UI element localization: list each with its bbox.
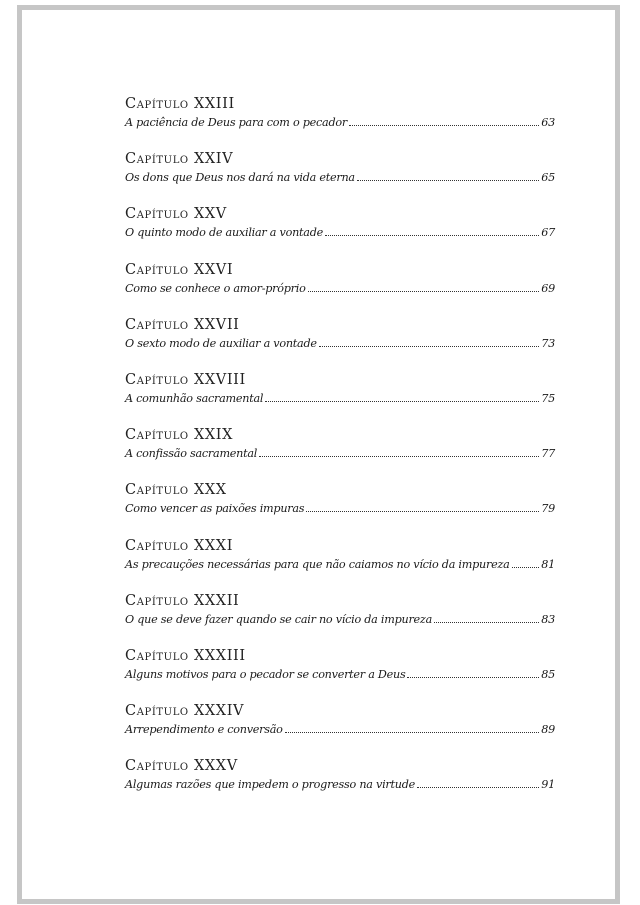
toc-line [125, 391, 555, 406]
toc-entry [125, 758, 555, 813]
table-of-contents [125, 96, 555, 813]
chapter-heading: Capítulo XXXIV [125, 703, 245, 720]
toc-entry [125, 317, 555, 372]
page-frame [17, 5, 620, 904]
chapter-heading: Capítulo XXIX [125, 427, 234, 444]
page-number: 91 [541, 778, 555, 792]
chapter-heading: Capítulo XXVIII [125, 371, 246, 388]
page-number: 75 [541, 391, 555, 405]
dot-leader [265, 401, 539, 402]
chapter-title: O quinto modo de auxiliar a vontade [125, 226, 323, 240]
toc-entry [125, 593, 555, 648]
chapter-title: Alguns motivos para o pecador se converter a Deus [125, 667, 406, 681]
toc-line [125, 281, 555, 296]
toc-line [125, 446, 555, 461]
chapter-title: As precauções necessárias para que não caiamos no vício da impureza [125, 557, 510, 571]
page-number: 69 [541, 281, 555, 295]
chapter-heading: Capítulo XXV [125, 206, 227, 223]
toc-line [125, 722, 555, 737]
dot-leader [319, 346, 540, 347]
dot-leader [434, 622, 539, 623]
chapter-heading: Capítulo XXX [125, 482, 227, 499]
toc-line [125, 557, 555, 572]
toc-line [125, 777, 555, 792]
chapter-title: Como se conhece o amor-próprio [125, 281, 306, 295]
toc-entry [125, 151, 555, 206]
dot-leader [285, 732, 540, 733]
chapter-title: O que se deve fazer quando se cair no vício da impureza [125, 612, 432, 626]
toc-line [125, 225, 555, 240]
toc-entry [125, 427, 555, 482]
page-number: 85 [541, 667, 555, 681]
dot-leader [308, 291, 540, 292]
toc-entry [125, 96, 555, 151]
chapter-title: Algumas razões que impedem o progresso na virtude [125, 778, 415, 792]
toc-entry [125, 648, 555, 703]
page-number: 73 [541, 336, 555, 350]
chapter-title: A comunhão sacramental [125, 391, 264, 405]
dot-leader [407, 677, 539, 678]
page-number: 81 [541, 557, 555, 571]
toc-entry [125, 262, 555, 317]
toc-entry [125, 372, 555, 427]
toc-line [125, 336, 555, 351]
chapter-heading: Capítulo XXXII [125, 592, 240, 609]
chapter-heading: Capítulo XXVII [125, 316, 240, 333]
chapter-heading: Capítulo XXXIII [125, 647, 246, 664]
toc-line [125, 667, 555, 682]
page-number: 79 [541, 502, 555, 516]
page-number: 89 [541, 723, 555, 737]
dot-leader [357, 180, 539, 181]
chapter-title: Como vencer as paixões impuras [125, 502, 305, 516]
page-number: 83 [541, 612, 555, 626]
page-number: 63 [541, 116, 555, 129]
chapter-title: Os dons que Deus nos dará na vida eterna [125, 171, 355, 185]
dot-leader [259, 456, 539, 457]
toc-line [125, 115, 555, 130]
dot-leader [512, 567, 540, 568]
page-number: 65 [541, 171, 555, 185]
page-number: 77 [541, 447, 555, 461]
toc-entry [125, 206, 555, 261]
chapter-heading: Capítulo XXIV [125, 151, 234, 168]
chapter-title: A paciência de Deus para com o pecador [125, 116, 347, 129]
dot-leader [349, 125, 539, 126]
toc-entry [125, 482, 555, 537]
toc-line [125, 612, 555, 627]
dot-leader [325, 235, 539, 236]
chapter-heading: Capítulo XXXV [125, 758, 238, 775]
chapter-heading: Capítulo XXIII [125, 96, 235, 112]
dot-leader [417, 787, 539, 788]
toc-entry [125, 703, 555, 758]
chapter-heading: Capítulo XXVI [125, 261, 234, 278]
chapter-heading: Capítulo XXXI [125, 537, 234, 554]
dot-leader [306, 511, 539, 512]
page-number: 67 [541, 226, 555, 240]
toc-entry [125, 538, 555, 593]
toc-line [125, 170, 555, 185]
chapter-title: Arrependimento e conversão [125, 723, 283, 737]
toc-line [125, 501, 555, 516]
chapter-title: O sexto modo de auxiliar a vontade [125, 336, 317, 350]
chapter-title: A confissão sacramental [125, 447, 258, 461]
